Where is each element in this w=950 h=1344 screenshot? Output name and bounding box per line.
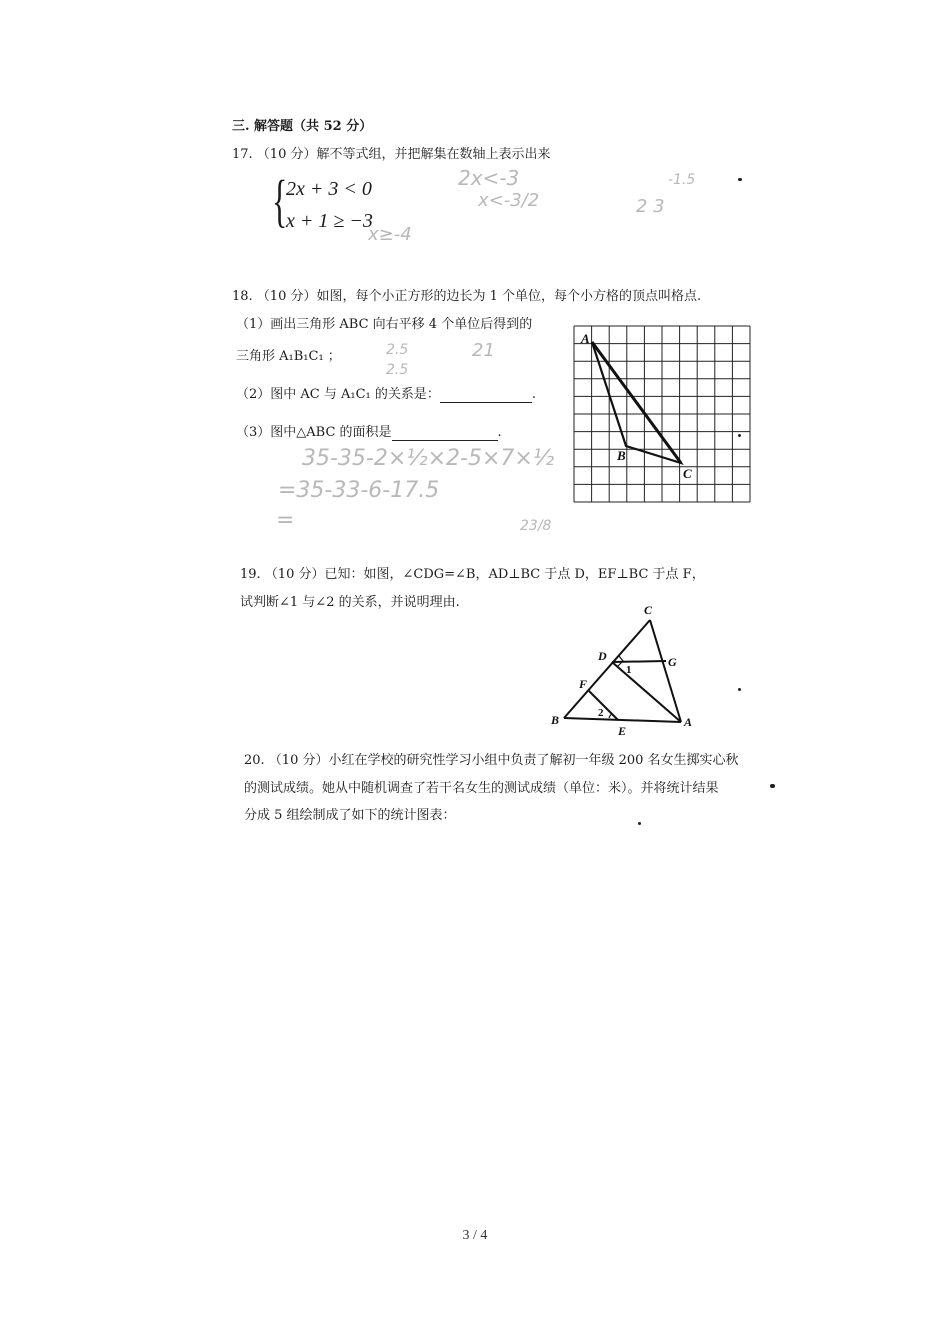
label-a: A <box>684 715 693 729</box>
handwritten-work: =35-33-6-17.5 <box>278 478 440 503</box>
system-brace: { <box>272 168 288 233</box>
angle-label-1: 1 <box>626 664 632 676</box>
handwritten-note: -1.5 <box>668 172 696 188</box>
handwritten-note: 2x<-3 <box>458 166 520 190</box>
handwritten-note: 2.5 <box>386 362 409 378</box>
handwritten-work: = <box>276 508 295 533</box>
q19-prompt-line2: 试判断∠1 与∠2 的关系，并说明理由. <box>240 595 460 610</box>
scan-speck <box>770 784 775 788</box>
label-c: C <box>644 603 653 617</box>
q17-inequality-2: x + 1 ≥ −3 <box>286 210 373 232</box>
handwritten-note: 2.5 <box>386 342 409 358</box>
segment-ba <box>564 718 681 722</box>
grid-figure <box>560 312 770 512</box>
q18-part1-line2: 三角形 A₁B₁C₁ ； <box>236 349 341 364</box>
q19-prompt: 19. （10 分）已知：如图，∠CDG=∠B，AD⊥BC 于点 D，EF⊥BC 于点 F， <box>240 567 705 582</box>
scan-speck <box>738 688 741 691</box>
q20-prompt-line3: 分成 5 组绘制成了如下的统计图表： <box>244 808 456 823</box>
page-number: 3 / 4 <box>462 1228 488 1243</box>
scan-speck <box>638 822 641 825</box>
handwritten-note: x<-3/2 <box>478 190 540 211</box>
q18-part3-text: （3）图中△ABC 的面积是 <box>236 425 392 440</box>
section-title: 三. 解答题（共 52 分） <box>232 119 373 134</box>
handwritten-work: 35-35-2×½×2-5×7×½ <box>302 446 555 471</box>
period: . <box>531 387 537 402</box>
angle-label-2: 2 <box>598 707 604 719</box>
q18-part3 <box>236 425 502 441</box>
handwritten-note: 21 <box>472 340 495 361</box>
label-e: E <box>618 724 627 738</box>
label-g: G <box>668 655 677 669</box>
label-c: C <box>683 466 692 481</box>
q18-part1-line1: （1）画出三角形 ABC 向右平移 4 个单位后得到的 <box>236 317 533 332</box>
segment-dg <box>612 661 666 662</box>
label-f: F <box>579 677 588 691</box>
label-a: A <box>581 331 590 346</box>
q20-prompt-line1: 20. （10 分）小红在学校的研究性学习小组中负责了解初一年级 200 名女生掷实心秋 <box>244 753 739 768</box>
segment-ca <box>650 620 681 722</box>
answer-blank[interactable] <box>392 440 498 441</box>
handwritten-work: 23/8 <box>520 518 552 534</box>
label-b: B <box>617 448 626 463</box>
handwritten-note: x≥-4 <box>368 224 412 245</box>
segment-bc <box>564 620 650 718</box>
q18-part2 <box>236 387 536 403</box>
period: . <box>497 425 502 440</box>
q20-prompt-line2: 的测试成绩。她从中随机调查了若干名女生的测试成绩（单位：米）。并将统计结果 <box>244 781 719 796</box>
scan-speck <box>738 434 741 437</box>
q17-prompt: 17. （10 分）解不等式组，并把解集在数轴上表示出来 <box>232 147 551 162</box>
scan-speck <box>738 178 742 181</box>
triangle-figure <box>540 600 710 740</box>
label-d: D <box>598 649 607 663</box>
handwritten-note: 2 3 <box>636 196 665 217</box>
q18-prompt: 18. （10 分）如图，每个小正方形的边长为 1 个单位，每个小方格的顶点叫格点. <box>232 289 702 304</box>
side-ac <box>592 342 681 463</box>
q17-inequality-1: 2x + 3 < 0 <box>286 178 372 200</box>
segment-da <box>612 662 681 722</box>
label-b: B <box>551 713 560 727</box>
q18-part2-text: （2）图中 AC 与 A₁C₁ 的关系是： <box>236 387 440 402</box>
answer-blank[interactable] <box>440 402 532 403</box>
